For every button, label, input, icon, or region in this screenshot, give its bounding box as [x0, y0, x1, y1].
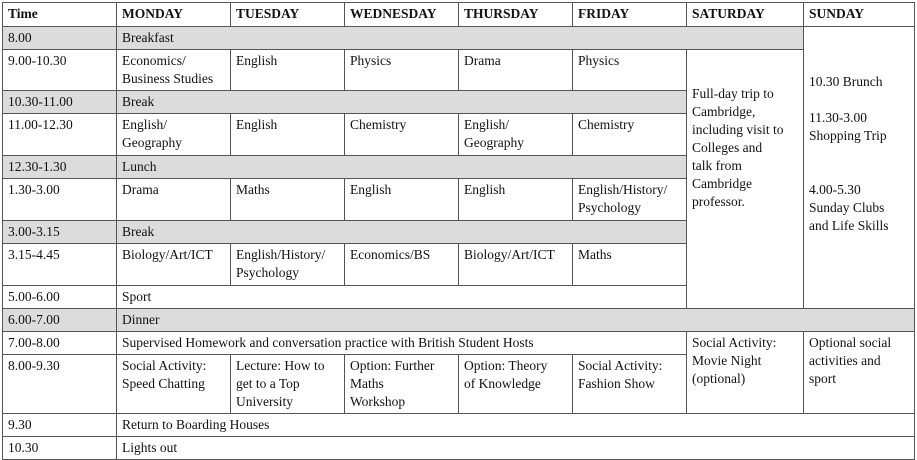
- time-cell: 1.30-3.00: [3, 179, 117, 221]
- lights-out-cell: Lights out: [117, 437, 915, 460]
- row-dinner: [3, 309, 915, 332]
- time-cell: 5.00-6.00: [3, 286, 117, 309]
- row-lights-out: [3, 437, 915, 460]
- monday-cell: Economics/ Business Studies: [117, 50, 231, 91]
- time-cell: 3.00-3.15: [3, 221, 117, 244]
- monday-cell: Biology/Art/ICT: [117, 244, 231, 286]
- time-cell: 10.30-11.00: [3, 91, 117, 114]
- friday-cell: Physics: [573, 50, 687, 91]
- tuesday-cell: Lecture: How to get to a Top University: [231, 355, 345, 414]
- friday-cell: English/History/ Psychology: [573, 179, 687, 221]
- row-period-1: [3, 50, 915, 91]
- monday-cell: English/ Geography: [117, 114, 231, 156]
- row-boarding: [3, 414, 915, 437]
- header-time: Time: [3, 3, 117, 27]
- monday-cell: Social Activity: Speed Chatting: [117, 355, 231, 414]
- header-row: [3, 3, 915, 27]
- monday-cell: Drama: [117, 179, 231, 221]
- wednesday-cell: English: [345, 179, 459, 221]
- saturday-evening-cell: Social Activity: Movie Night (optional): [687, 332, 804, 414]
- sunday-evening-cell: Optional social activities and sport: [804, 332, 915, 414]
- header-thursday: THURSDAY: [459, 3, 573, 27]
- tuesday-cell: English/History/ Psychology: [231, 244, 345, 286]
- friday-cell: Chemistry: [573, 114, 687, 156]
- homework-cell: Supervised Homework and conversation practice with British Student Hosts: [117, 332, 687, 355]
- time-cell: 8.00-9.30: [3, 355, 117, 414]
- sunday-day-cell: 10.30 Brunch 11.30-3.00 Shopping Trip 4.00-5.30 Sunday Clubs and Life Skills: [804, 27, 915, 309]
- time-cell: 3.15-4.45: [3, 244, 117, 286]
- sport-cell: Sport: [117, 286, 687, 309]
- thursday-cell: English/ Geography: [459, 114, 573, 156]
- thursday-cell: Biology/Art/ICT: [459, 244, 573, 286]
- time-cell: 7.00-8.00: [3, 332, 117, 355]
- wednesday-cell: Option: Further Maths Workshop: [345, 355, 459, 414]
- time-cell: 8.00: [3, 27, 117, 50]
- boarding-cell: Return to Boarding Houses: [117, 414, 915, 437]
- thursday-cell: Drama: [459, 50, 573, 91]
- header-monday: MONDAY: [117, 3, 231, 27]
- tuesday-cell: English: [231, 50, 345, 91]
- wednesday-cell: Economics/BS: [345, 244, 459, 286]
- friday-cell: Maths: [573, 244, 687, 286]
- row-homework: [3, 332, 915, 355]
- header-sunday: SUNDAY: [804, 3, 915, 27]
- thursday-cell: English: [459, 179, 573, 221]
- break-cell: Break: [117, 91, 687, 114]
- header-saturday: SATURDAY: [687, 3, 804, 27]
- header-tuesday: TUESDAY: [231, 3, 345, 27]
- time-cell: 11.00-12.30: [3, 114, 117, 156]
- time-cell: 12.30-1.30: [3, 156, 117, 179]
- time-cell: 10.30: [3, 437, 117, 460]
- time-cell: 9.30: [3, 414, 117, 437]
- break-cell: Break: [117, 221, 687, 244]
- header-friday: FRIDAY: [573, 3, 687, 27]
- lunch-cell: Lunch: [117, 156, 687, 179]
- thursday-cell: Option: Theory of Knowledge: [459, 355, 573, 414]
- time-cell: 6.00-7.00: [3, 309, 117, 332]
- breakfast-cell: Breakfast: [117, 27, 804, 50]
- friday-cell: Social Activity: Fashion Show: [573, 355, 687, 414]
- wednesday-cell: Physics: [345, 50, 459, 91]
- saturday-trip-cell: Full-day trip to Cambridge, including visit to Colleges and talk from Cambridge professor.: [687, 50, 804, 309]
- tuesday-cell: English: [231, 114, 345, 156]
- tuesday-cell: Maths: [231, 179, 345, 221]
- row-breakfast: [3, 27, 915, 50]
- time-cell: 9.00-10.30: [3, 50, 117, 91]
- header-wednesday: WEDNESDAY: [345, 3, 459, 27]
- dinner-cell: Dinner: [117, 309, 915, 332]
- wednesday-cell: Chemistry: [345, 114, 459, 156]
- weekly-timetable: [2, 2, 915, 460]
